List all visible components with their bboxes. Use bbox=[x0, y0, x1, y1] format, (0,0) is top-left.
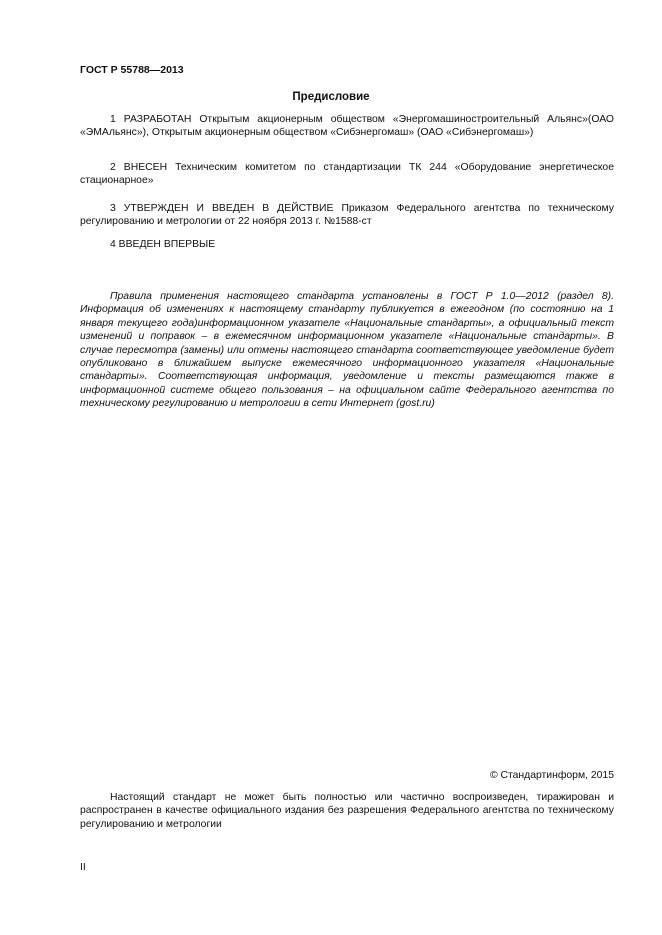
paragraph-submitted-by: 2 ВНЕСЕН Техническим комитетом по стандартизации ТК 244 «Оборудование энергетическое стационарное» bbox=[80, 162, 614, 187]
copyright-line: © Стандартинформ, 2015 bbox=[489, 770, 614, 781]
paragraph-first-introduced: 4 ВВЕДЕН ВПЕРВЫЕ bbox=[110, 239, 216, 250]
paragraph-developed-by: 1 РАЗРАБОТАН Открытым акционерным обществом «Энергомашиностроительный Альянс»(ОАО «ЭМАльянс»), Открытым акционерным обществом «Сибэнергомаш» (ОАО «Сибэнергомаш») bbox=[80, 114, 614, 139]
page-number: II bbox=[80, 862, 86, 873]
document-header: ГОСТ Р 55788—2013 bbox=[80, 64, 184, 76]
paragraph-approved: 3 УТВЕРЖДЕН И ВВЕДЕН В ДЕЙСТВИЕ Приказом Федерального агентства по техническому регулированию и метрологии от 22 ноября 2013 г. №1588-ст bbox=[80, 203, 614, 228]
page-title: Предисловие bbox=[292, 91, 370, 103]
application-rules-note: Правила применения настоящего стандарта установлены в ГОСТ Р 1.0—2012 (раздел 8). Информация об изменениях к настоящему стандарту публикуется в ежегодном (по состоянию на 1 января текущего года)информационном указателе «Национальные стандарты», а официальный текст изменений и поправок – в ежемесячном информационном указателе «Национальные стандарты». В случае пересмотра (замены) или отмены настоящего стандарта соответствующее уведомление будет опубликовано в ближайшем выпуске ежемесячного информационного указателя «Национальные стандарты». Соответствующая информация, уведомление и тексты размещаются также в информационной системе общего пользования – на официальном сайте Федерального агентства по техническому регулированию и метрологии в сети Интернет (gost.ru) bbox=[80, 291, 614, 410]
reproduction-notice: Настоящий стандарт не может быть полностью или частично воспроизведен, тиражирован и распространен в качестве официального издания без разрешения Федерального агентства по техническому регулированию и метрологии bbox=[80, 792, 614, 830]
